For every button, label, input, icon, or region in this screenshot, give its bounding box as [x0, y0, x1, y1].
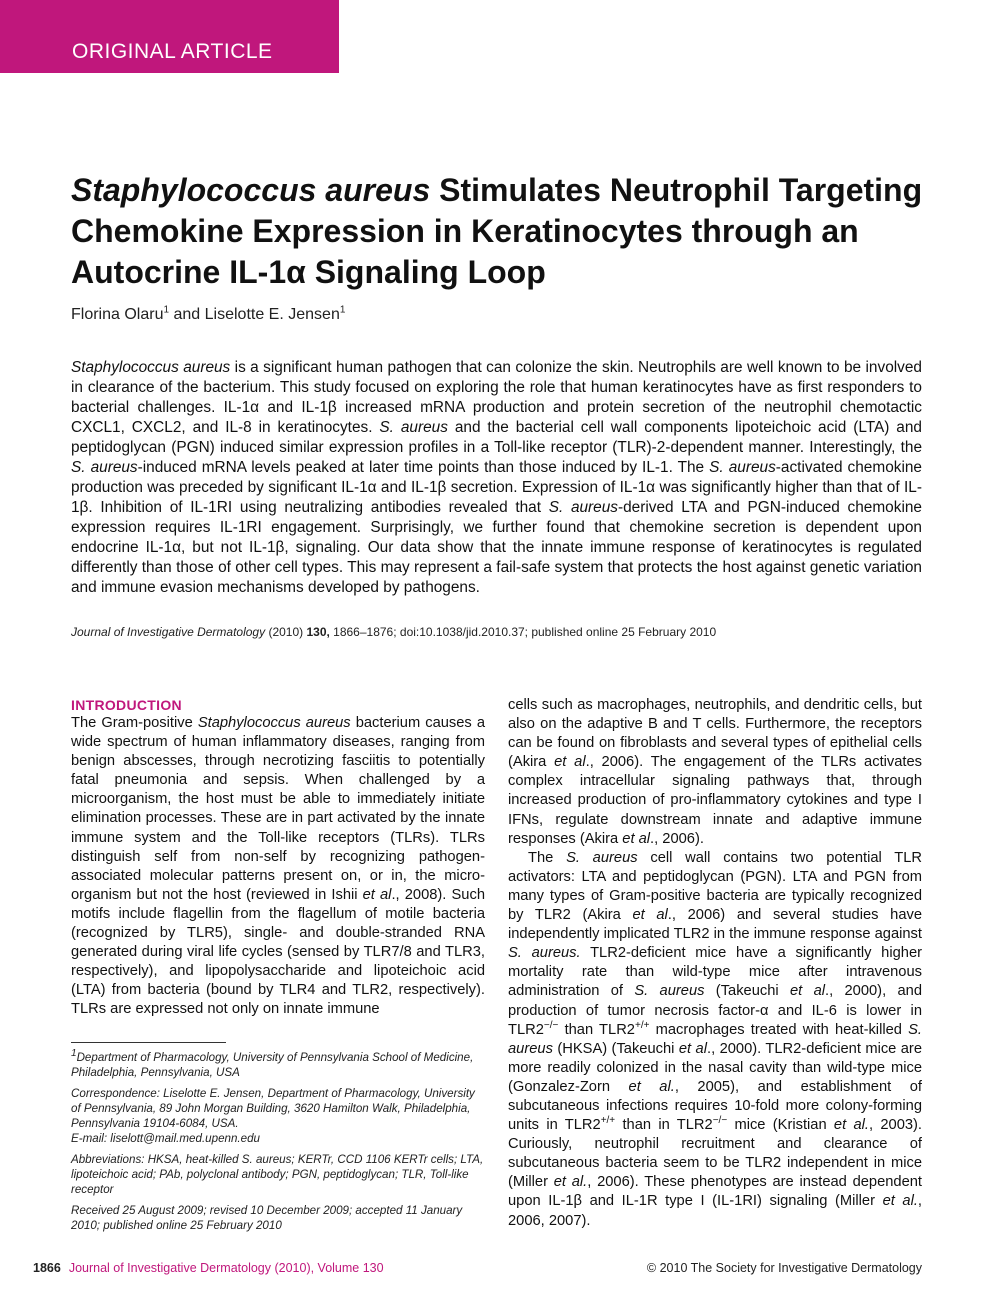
footer-journal: Journal of Investigative Dermatology (2010), Volume 130 — [68, 1261, 384, 1275]
author-2: Liselotte E. Jensen — [204, 306, 340, 323]
section-heading-introduction: INTRODUCTION — [71, 697, 182, 713]
footnote-rule — [71, 1042, 226, 1043]
page-number: 1866 — [33, 1261, 61, 1275]
footnote-dates: Received 25 August 2009; revised 10 December 2009; accepted 11 January 2010; published online 25 February 2010 — [71, 1204, 463, 1232]
citation-line: Journal of Investigative Dermatology (2010) 130, 1866–1876; doi:10.1038/jid.2010.37; published online 25 February 2010 — [71, 625, 717, 639]
intro-paragraph-1: The Gram-positive Staphylococcus aureus bacterium causes a wide spectrum of human inflammatory diseases, ranging from benign abscesses, through necrotizing fasciitis to potentially fatal pneumonia and sepsis. When challenged by a microorganism, the host must be able to immediately initiate elimination processes. These are in part activated by the innate immune system and the Toll-like receptors (TLRs). TLRs distinguish self from non-self by recognizing pathogen-associated molecular patterns present on, or in, the micro-organism but not the host (reviewed in Ishii et al., 2008). Such motifs include flagellin from the flagellum of motile bacteria (recognized by TLR5), single- and double-stranded RNA generated during viral life cycles (sensed by TLR7/8 and TLR3, respectively), and lipopolysaccharide and lipoteichoic acid (LTA) from bacteria (bound by TLR4 and TLR2, respectively). TLRs are expressed not only on innate immune — [71, 715, 485, 1018]
article-type-label: ORIGINAL ARTICLE — [72, 40, 273, 63]
body-column-left — [71, 696, 485, 1020]
author-list: Florina Olaru$^1$ and Liselotte E. Jensen$^1$ — [71, 304, 346, 323]
footnote-abbreviations: Abbreviations: HKSA, heat-killed S. aureus; KERTr, CCD 1106 KERTr cells; LTA, lipoteichoic acid; PAb, polyclonal antibody; PGN, peptidoglycan; TLR, Toll-like receptor — [71, 1153, 484, 1196]
title-rest: Stimulates Neutrophil Targeting Chemokine Expression in Keratinocytes through an Autocrine IL-1α Signaling Loop — [71, 172, 923, 290]
abstract: Staphylococcus aureus is a significant human pathogen that can colonize the skin. Neutrophils are well known to be involved in clearance of the bacterium. This study focused on exploring the role that human keratinocytes have as first responders to bacterial challenges. IL-1α and IL-1β increased mRNA production and protein secretion of the neutrophil chemotactic CXCL1, CXCL2, and IL-8 in keratinocytes. S. aureus and the bacterial cell wall components lipoteichoic acid (LTA) and peptidoglycan (PGN) induced similar expression profiles in a Toll-like receptor (TLR)-2-dependent manner. Interestingly, the S. aureus-induced mRNA levels peaked at later time points than those induced by IL-1. The S. aureus-activated chemokine production was preceded by significant IL-1α and IL-1β secretion. Expression of IL-1α was significantly higher than that of IL-1β. Inhibition of IL-1RI using neutralizing antibodies revealed that S. aureus-derived LTA and PGN-induced chemokine expression requires IL-1RI engagement. Surprisingly, we further found that chemokine secretion is dependent upon endocrine IL-1α, but not IL-1β, signaling. Our data show that the innate immune response of keratinocytes is regulated differently than those of other cell types. This may represent a fail-safe system that protects the host against genetic variation and immune evasion mechanisms developed by pathogens. — [71, 359, 922, 596]
page-footer-left — [33, 1261, 384, 1275]
footnotes — [71, 1050, 485, 1239]
footer-copyright: © 2010 The Society for Investigative Dermatology — [646, 1261, 922, 1275]
intro-paragraph-1-cont: cells such as macrophages, neutrophils, and dendritic cells, but also on the adaptive B and T cells. Furthermore, the receptors can be found on fibroblasts and several types of epithelial cells (Akira et al., 2006). The engagement of the TLRs activates complex intracellular signaling pathways that, through increased production of pro-inflammatory cytokines and type I IFNs, regulate downstream innate and adaptive immune responses (Akira et al., 2006). — [508, 697, 923, 847]
banner-divider — [337, 0, 339, 73]
body-column-right — [508, 696, 922, 1231]
author-1: Florina Olaru — [71, 306, 164, 323]
title-species: Staphylococcus aureus — [71, 172, 431, 208]
footnote-correspondence: Correspondence: Liselotte E. Jensen, Department of Pharmacology, University of Pennsylvania, 89 John Morgan Building, 3620 Hamilton Walk, Philadelphia, Pennsylvania 19104-6084, USA. E-mail: liselott@mail.med.upenn.edu — [71, 1087, 475, 1145]
footnote-affiliation: $^1$Department of Pharmacology, University of Pennsylvania School of Medicine, Philadelphia, Pennsylvania, USA — [71, 1048, 474, 1079]
intro-paragraph-2: The S. aureus cell wall contains two potential TLR activators: LTA and peptidoglycan (PGN). LTA and PGN from many types of Gram-positive bacteria are typically recognized by TLR2 (Akira et al., 2006) and several studies have independently implicated TLR2 in the immune response against S. aureus. TLR2-deficient mice have a significantly higher mortality rate than wild-type mice after intravenous administration of S. aureus (Takeuchi et al., 2000), and production of tumor necrosis factor-α and IL-6 is lower in TLR2−/− than TLR2+/+ macrophages treated with heat-killed S. aureus (HKSA) (Takeuchi et al., 2000). TLR2-deficient mice are more readily colonized in the nasal cavity than wild-type mice (Gonzalez-Zorn et al., 2005), and establishment of subcutaneous infections requires 10-fold more colony-forming units in TLR2+/+ than in TLR2−/− mice (Kristian et al., 2003). Curiously, neutrophil recruitment and clearance of subcutaneous bacteria seem to be TLR2 independent in mice (Miller et al., 2006). These phenotypes are instead dependent upon IL-1β and IL-1R type I (IL-1RI) signaling (Miller et al., 2006, 2007). — [508, 849, 923, 1229]
article-title — [71, 170, 931, 293]
footnote-email: E-mail: liselott@mail.med.upenn.edu — [71, 1132, 260, 1145]
